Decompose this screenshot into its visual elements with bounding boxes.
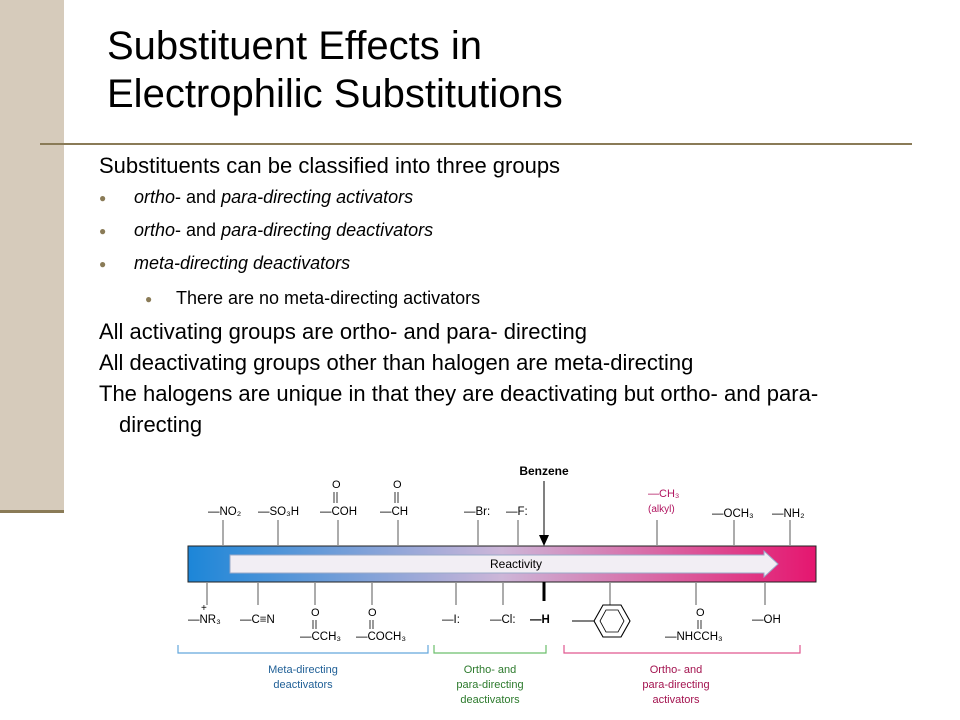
group-item (99, 214, 899, 247)
group-cooh-oxygen: O (332, 479, 341, 491)
category-op-deact-line1: Ortho- and (463, 664, 517, 676)
group-joiner: - and (175, 187, 222, 207)
bullet-icon: ● (99, 224, 107, 238)
bullet-icon: ● (145, 292, 153, 306)
title-line-2: Electrophilic Substitutions (107, 72, 563, 116)
group-term: meta-directing deactivators (134, 253, 351, 273)
group-nr3: —NR₃ (188, 614, 221, 626)
group-cl: —Cl: (490, 614, 516, 626)
group-cn: —C≡N (240, 614, 275, 626)
phenyl-ring-icon (572, 605, 630, 637)
statement-deactivating: All deactivating groups other than halogen are meta-directing (99, 350, 694, 375)
group-ch3: —CH₃ (648, 488, 680, 500)
group-br: —Br: (464, 506, 491, 518)
group-cho-oxygen: O (393, 479, 402, 491)
group-amide-oxygen: O (696, 607, 705, 619)
reactivity-label: Reactivity (489, 557, 543, 571)
category-meta-line1: Meta-directing (268, 664, 338, 676)
group-term: para-directing activators (221, 187, 414, 207)
group-f: —F: (506, 506, 528, 518)
op-deactivators-bracket (434, 645, 546, 653)
category-op-act-line2: para-directing (642, 679, 710, 691)
statement-halogens: The halogens are unique in that they are deactivating but ortho- and para-directing (99, 381, 819, 437)
group-nhcoch3: —NHCCH₃ (665, 631, 723, 643)
group-so3h: —SO₃H (258, 506, 300, 518)
group-term: ortho (134, 187, 176, 207)
group-joiner: - and (175, 220, 222, 240)
group-och3: —OCH₃ (712, 508, 754, 520)
group-item (99, 247, 899, 280)
group-cooh: —COH (320, 506, 358, 518)
statement-activating: All activating groups are ortho- and para- directing (99, 319, 587, 344)
sub-note (99, 280, 899, 316)
group-cho: —CH (380, 506, 409, 518)
title-line-1: Substituent Effects in (107, 24, 483, 68)
bottom-ticks (207, 583, 765, 605)
group-ester-oxygen: O (368, 607, 377, 619)
sidebar-underline (0, 510, 64, 513)
group-term: para-directing deactivators (221, 220, 434, 240)
benzene-arrowhead (539, 535, 549, 546)
group-item (99, 181, 899, 214)
group-i: —I: (442, 614, 460, 626)
meta-deactivators-bracket (178, 645, 428, 653)
slide-title (107, 22, 563, 118)
group-nr3-charge: + (201, 603, 207, 614)
sidebar-accent (0, 0, 64, 512)
group-acetyl-oxygen: O (311, 607, 320, 619)
category-op-deact-line3: deactivators (460, 694, 520, 706)
op-activators-bracket (564, 645, 800, 653)
group-oh: —OH (752, 614, 781, 626)
category-op-deact-line2: para-directing (456, 679, 524, 691)
group-coch3: —CCH₃ (300, 631, 342, 643)
bullet-icon: ● (99, 191, 107, 205)
group-cooch3: —COCH₃ (356, 631, 407, 643)
bullet-icon: ● (99, 257, 107, 271)
group-nh2: —NH₂ (772, 508, 805, 520)
intro-text: Substituents can be classified into three groups (99, 153, 561, 178)
reactivity-figure (160, 455, 840, 717)
group-no2: —NO₂ (208, 506, 242, 518)
category-op-act-line1: Ortho- and (649, 664, 703, 676)
sub-note-text: There are no meta-directing activators (176, 288, 481, 308)
benzene-label: Benzene (519, 464, 569, 478)
top-ticks (223, 520, 790, 545)
group-term: ortho (134, 220, 176, 240)
category-op-act-line3: activators (652, 694, 700, 706)
group-alkyl: (alkyl) (648, 504, 675, 515)
slide-body (99, 150, 899, 440)
group-h: —H (530, 614, 550, 626)
title-divider (40, 143, 912, 145)
category-meta-line2: deactivators (273, 679, 333, 691)
